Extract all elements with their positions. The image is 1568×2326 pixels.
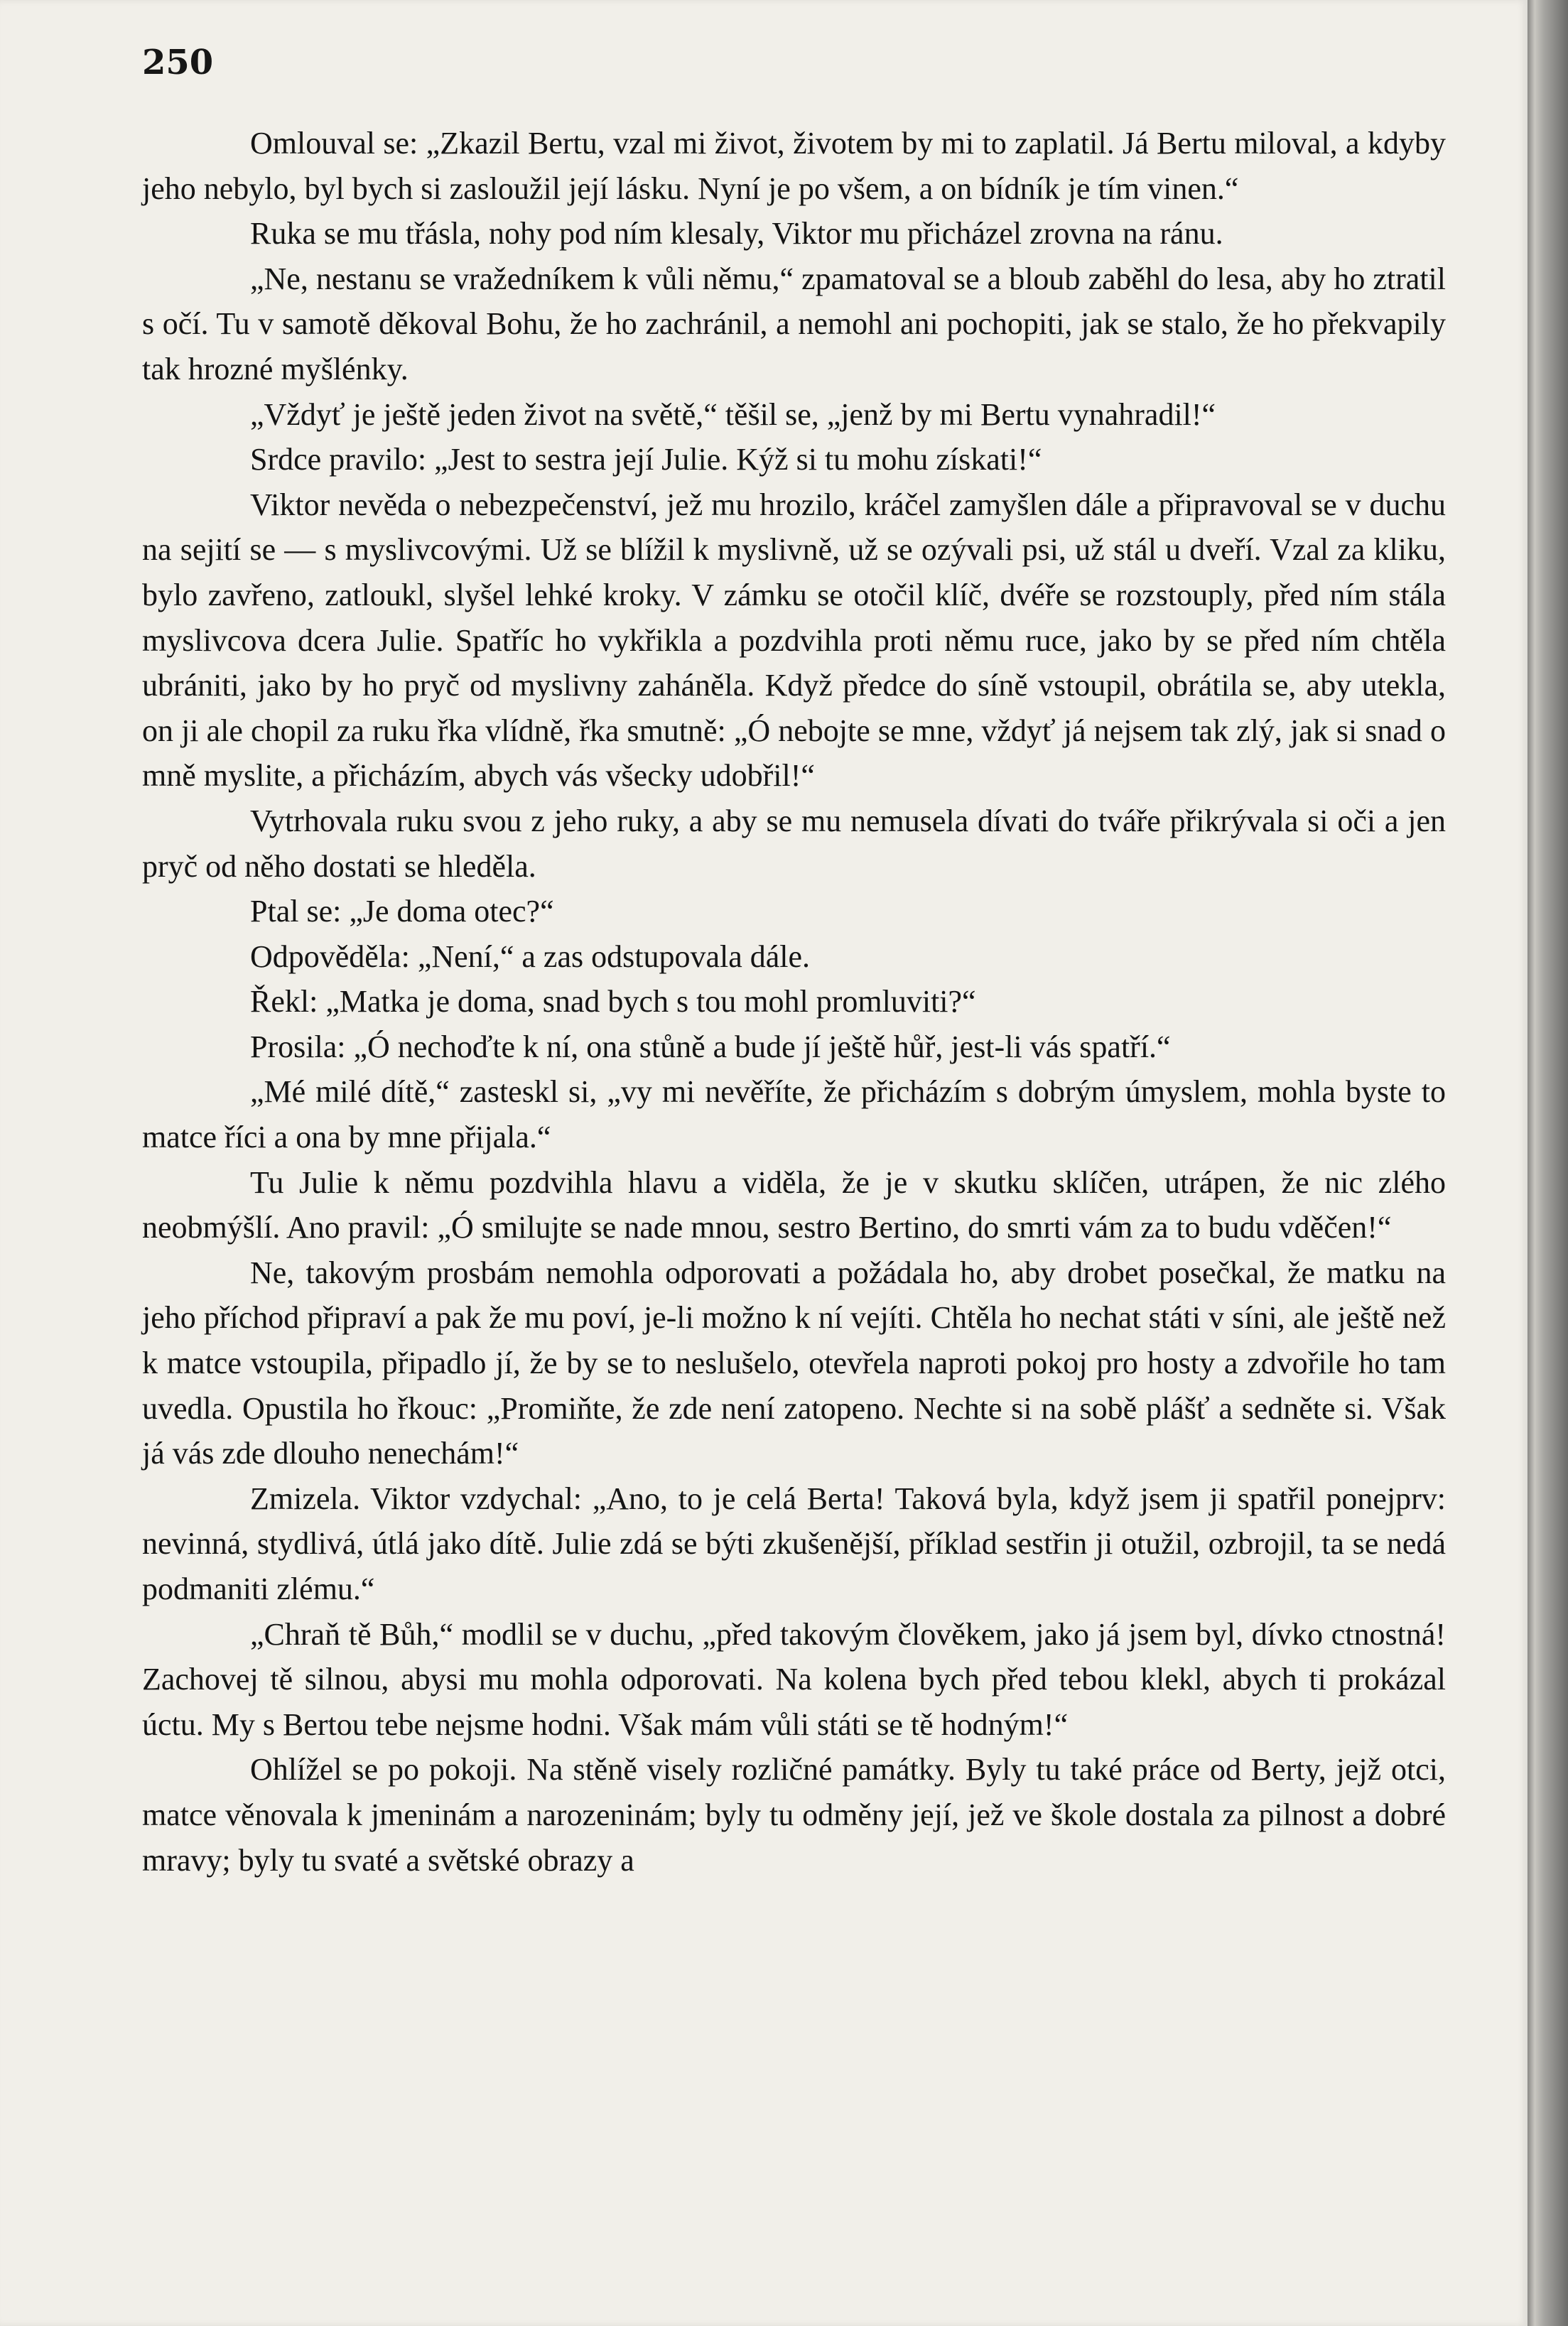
paragraph: „Vždyť je ještě jeden život na světě,“ těšil se, „jenž by mi Bertu vynahradil!“ xyxy=(250,396,1216,432)
paragraph: „Mé milé dítě,“ zasteskl si, „vy mi nevěříte, že přicházím s dobrým úmyslem, mohla byste to matce říci a ona by mne přijala.“ xyxy=(142,1074,1446,1155)
paragraph: Tu Julie k němu pozdvihla hlavu a viděla, že je v skutku sklíčen, utrápen, že nic zlého neobmýšlí. Ano pravil: „Ó smilujte se nade mnou, sestro Bertino, do smrti vám za to budu vděčen!“ xyxy=(142,1164,1446,1245)
paragraph: Řekl: „Matka je doma, snad bych s tou mohl promluviti?“ xyxy=(250,984,976,1019)
page-number: 250 xyxy=(142,43,214,82)
paragraph: Prosila: „Ó nechoďte k ní, ona stůně a bude jí ještě hůř, jest-li vás spatří.“ xyxy=(250,1029,1171,1064)
paragraph: Viktor nevěda o nebezpečenství, jež mu hrozilo, kráčel zamyšlen dále a připravoval se v duchu na sejití se — s myslivcovými. Už se blížil k myslivně, už se ozývali psi, už stál u dveří. Vzal za kliku, bylo zavřeno, zatloukl, slyšel lehké kroky. V zámku se otočil klíč, dvéře se rozstouply, před ním stála myslivcova dcera Julie. Spatříc ho vykřikla a pozdvihla proti němu ruce, jako by se před ním chtěla ubrániti, jako by ho pryč od myslivny zaháněla. Když předce do síně vstoupil, obrátila se, aby utekla, on ji ale chopil za ruku řka vlídně, řka smutně: „Ó nebojte se mne, vždyť já nejsem tak zlý, jak si snad o mně myslite, a přicházím, abych vás všecky udobřil!“ xyxy=(142,487,1446,794)
paragraph: Ne, takovým prosbám nemohla odporovati a požádala ho, aby drobet posečkal, že matku na jeho příchod připraví a pak že mu poví, je-li možno k ní vejíti. Chtěla ho nechat státi v síni, ale ještě než k matce vstoupila, připadlo jí, že by se to neslušelo, otevřela naproti pokoj pro hosty a zdvořile ho tam uvedla. Opustila ho řkouc: „Promiňte, že zde není zatopeno. Nechte si na sobě plášť a sedněte si. Však já vás zde dlouho nenechám!“ xyxy=(142,1255,1446,1471)
paragraph: Ohlížel se po pokoji. Na stěně visely rozličné památky. Byly tu také práce od Berty, jejž otci, matce věnovala k jmeninám a narozeninám; byly tu odměny její, jež ve škole dostala za pilnost a dobré mravy; byly tu svaté a světské obrazy a xyxy=(142,1752,1446,1878)
paragraph: Vytrhovala ruku svou z jeho ruky, a aby se mu nemusela dívati do tváře přikrývala si oči a jen pryč od něho dostati se hleděla. xyxy=(142,803,1446,884)
paragraph: Odpověděla: „Není,“ a zas odstupovala dále. xyxy=(250,938,811,974)
paragraph: Srdce pravilo: „Jest to sestra její Julie. Kýž si tu mohu získati!“ xyxy=(250,442,1042,477)
paragraph: Ruka se mu třásla, nohy pod ním klesaly, Viktor mu přicházel zrovna na ránu. xyxy=(250,216,1223,251)
page-edge-shadow xyxy=(1528,0,1568,2326)
page-text xyxy=(142,121,1446,1883)
paragraph: Zmizela. Viktor vzdychal: „Ano, to je celá Berta! Taková byla, když jsem ji spatřil ponejprv: nevinná, stydlivá, útlá jako dítě. Julie zdá se býti zkušenější, příklad sestřin ji otužil, ozbrojil, ta se nedá podmaniti zlému.“ xyxy=(142,1481,1446,1606)
paragraph: „Chraň tě Bůh,“ modlil se v duchu, „před takovým člověkem, jako já jsem byl, dívko ctnostná! Zachovej tě silnou, abysi mu mohla odporovati. Na kolena bych před tebou klekl, abych ti prokázal úctu. My s Bertou tebe nejsme hodni. Však mám vůli státi se tě hodným!“ xyxy=(142,1616,1446,1742)
paragraph: Ptal se: „Je doma otec?“ xyxy=(250,894,554,929)
paragraph: „Ne, nestanu se vražedníkem k vůli němu,“ zpamatoval se a bloub zaběhl do lesa, aby ho ztratil s očí. Tu v samotě děkoval Bohu, že ho zachránil, a nemohl ani pochopiti, jak se stalo, že ho překvapily tak hrozné myšlénky. xyxy=(142,261,1446,386)
paragraph: Omlouval se: „Zkazil Bertu, vzal mi život, životem by mi to zaplatil. Já Bertu miloval, a kdyby jeho nebylo, byl bych si zasloužil její lásku. Nyní je po všem, a on bídník je tím vinen.“ xyxy=(142,126,1446,206)
